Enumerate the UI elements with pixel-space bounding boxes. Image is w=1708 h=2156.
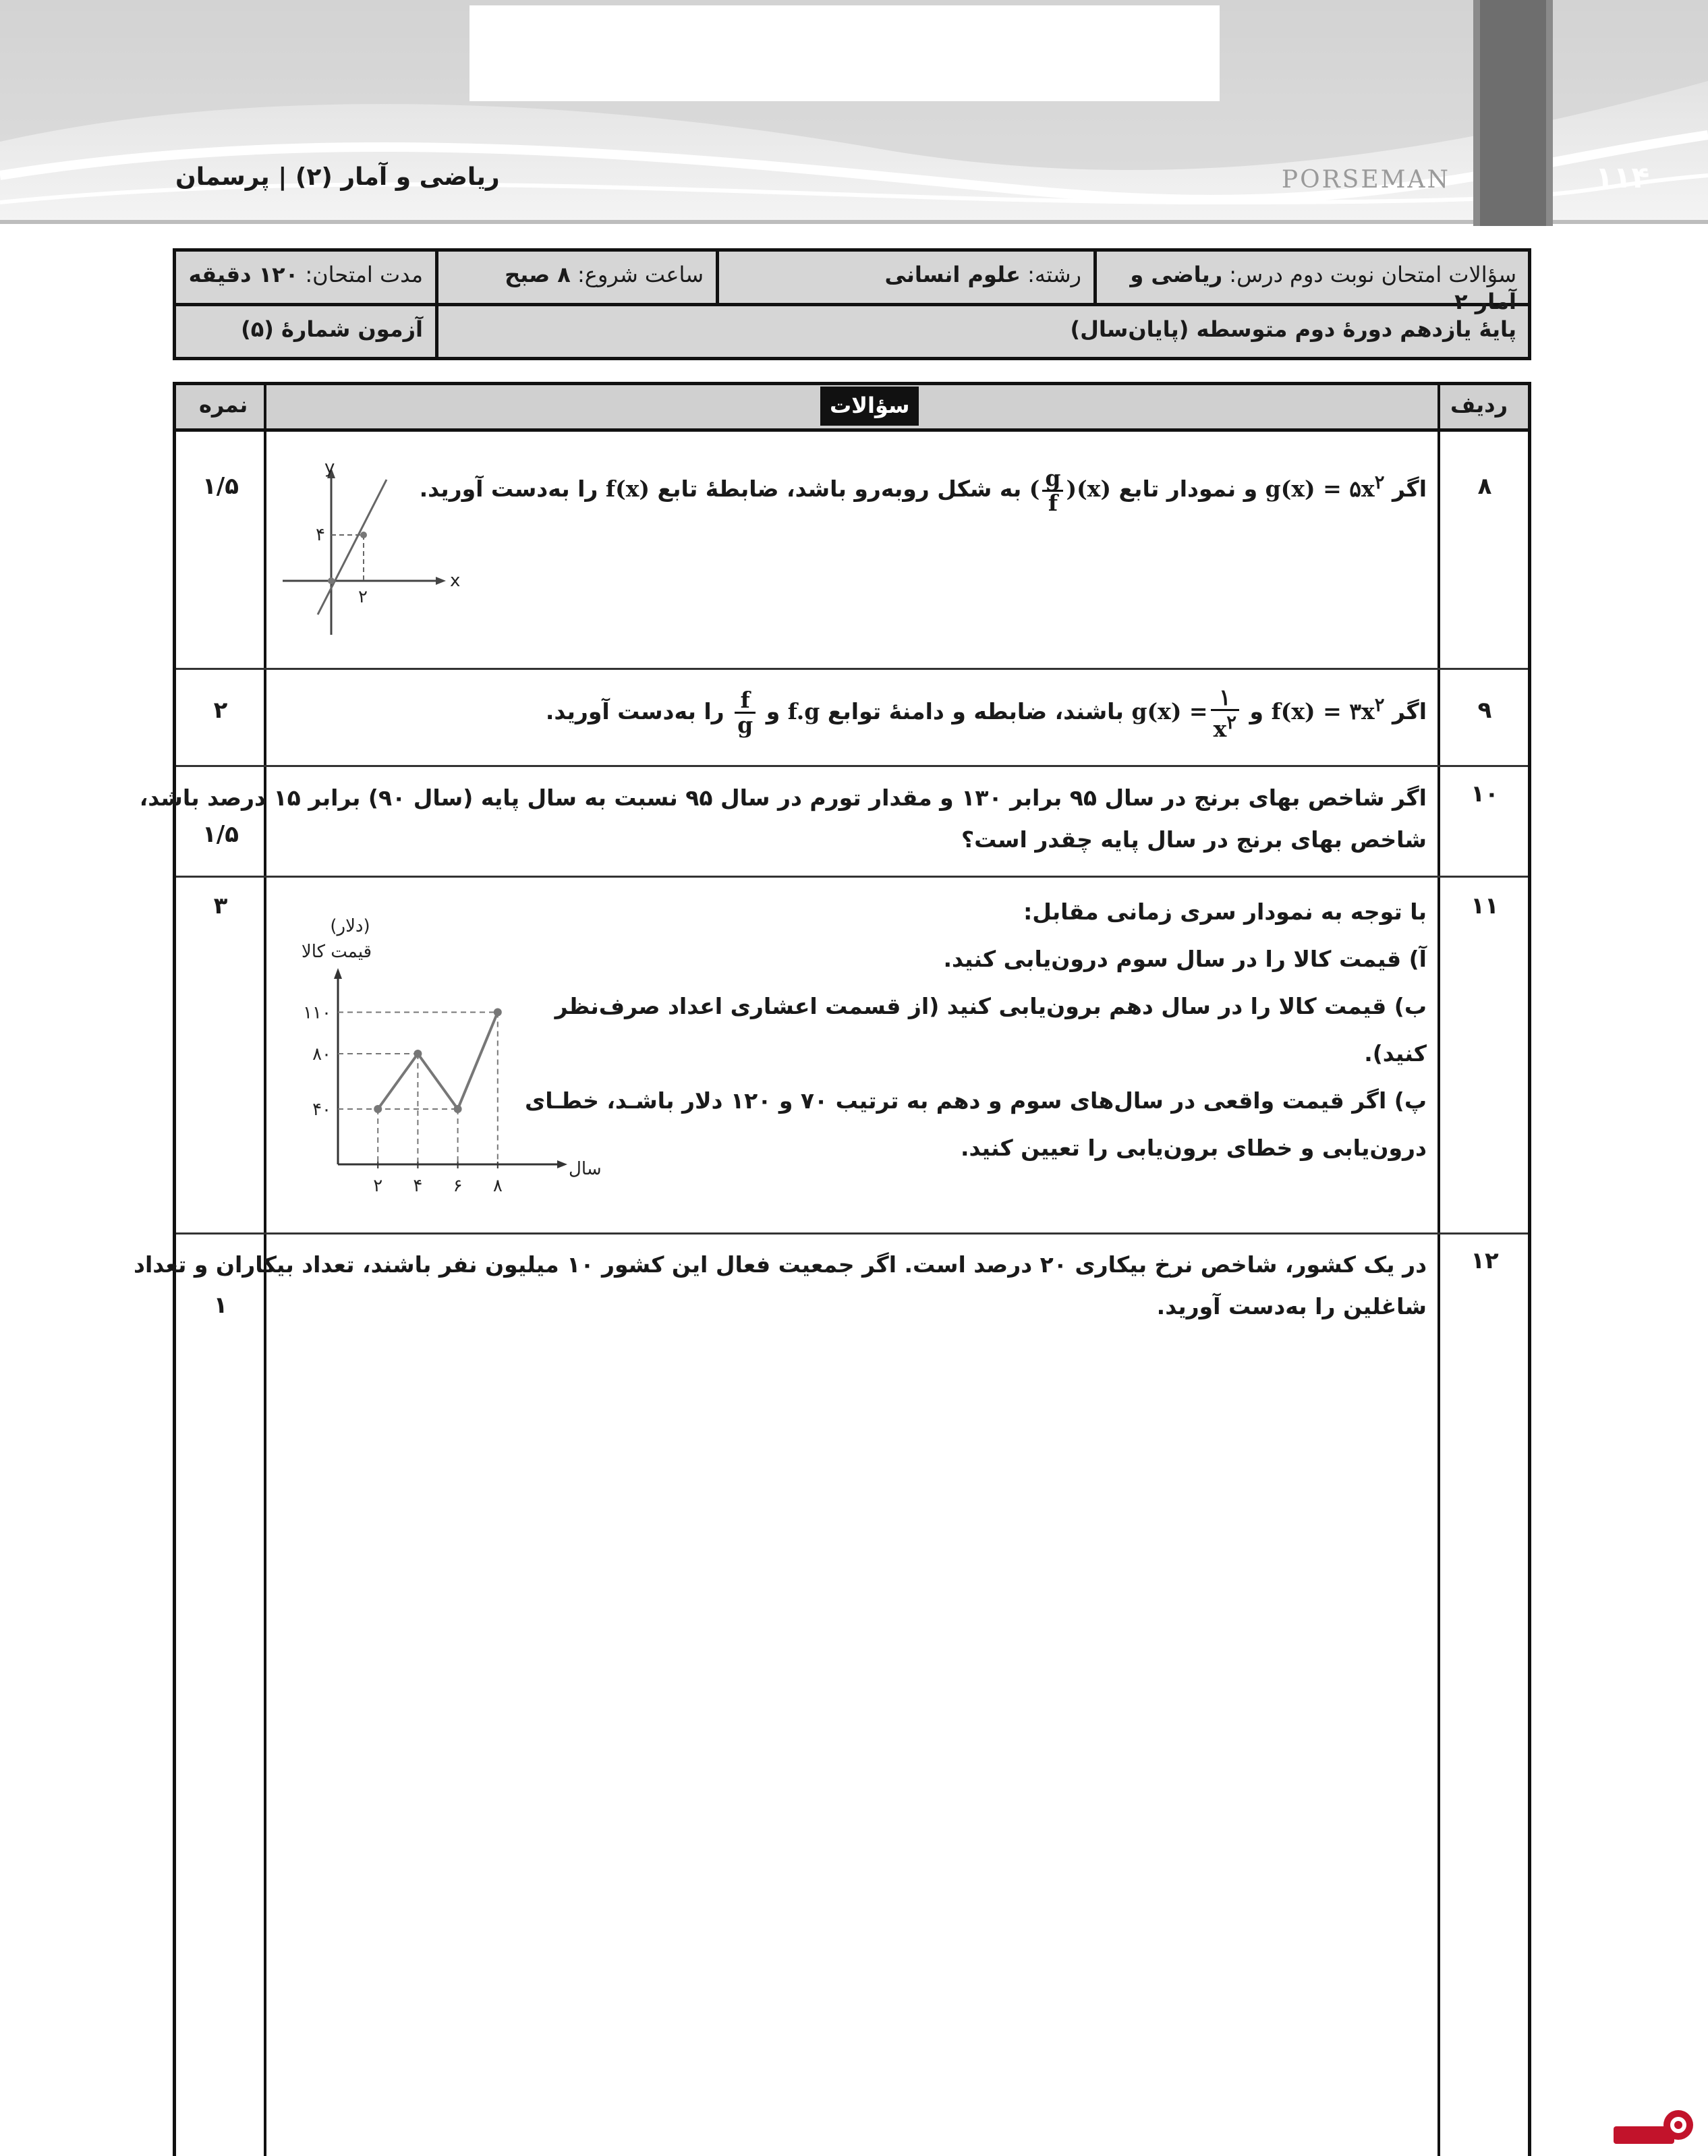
question-line: با توجه به نمودار سری زمانی مقابل: [1023, 899, 1427, 925]
row-divider [176, 765, 1528, 767]
graph-point [360, 532, 367, 538]
q8-text-d: را به‌دست آورید. [419, 476, 598, 502]
question-score: ۱/۵ [202, 821, 239, 848]
duration-cell [176, 252, 435, 303]
y-axis-label: y [324, 457, 335, 478]
x-axis-arrow-icon [436, 577, 446, 585]
question-number: ۱۱ [1471, 892, 1499, 919]
chart-y-tick-label: ۸۰ [312, 1044, 331, 1065]
question-line: پ) اگر قیمت واقعی در سال‌های سوم و دهم به ترتیب ۷۰ و ۱۲۰ دلار باشـد، خطـای [525, 1087, 1427, 1114]
q8-fraction [1042, 464, 1063, 516]
chart-x-tick-label: ۲ [373, 1176, 383, 1196]
field-value: علوم انسانی [884, 262, 1021, 287]
brand-name: PORSEMAN [1281, 166, 1450, 194]
question-line: کنید). [1364, 1040, 1427, 1067]
q8-text-c: به شکل روبه‌رو باشد، ضابطهٔ تابع [657, 476, 1022, 502]
start-time-cell [438, 252, 716, 303]
chart-x-label: سال [569, 1159, 602, 1179]
column-divider-row [1437, 385, 1440, 2156]
question-text [140, 775, 1427, 863]
q8-math-g-body: g(x) = ۵x [1265, 476, 1375, 502]
row-divider [176, 876, 1528, 878]
q9-text-and: و [1249, 698, 1264, 725]
q9-math-fg: f.g [787, 698, 820, 725]
duration-label: مدت امتحان: [305, 262, 423, 287]
question-number: ۹ [1477, 697, 1492, 724]
q9-fraction-1-exponent: ۲ [1226, 711, 1237, 733]
graph-origin-point [328, 577, 335, 584]
question-line: شاخص بهای برنج در سال پایه چقدر است؟ [961, 826, 1427, 853]
q8-math-gf: ( $\frac{g}{f}$ )(x) [1029, 464, 1112, 516]
question-number: ۸ [1477, 473, 1492, 500]
start-value: ۸ صبح [505, 262, 571, 287]
q9-fraction-1-den [1211, 711, 1239, 741]
question-line: شاغلین را به‌دست آورید. [1156, 1293, 1427, 1320]
duration-value: ۱۲۰ دقیقه [188, 262, 299, 287]
site-logo [1614, 2098, 1695, 2152]
q9-fraction-1-num: ۱ [1211, 686, 1239, 711]
graph-line [318, 480, 387, 615]
y-tick-label: ۴ [316, 525, 325, 545]
chart-data-point [494, 1009, 502, 1017]
question-number: ۱۲ [1471, 1247, 1499, 1274]
q8-math-g [1265, 472, 1385, 502]
chart-y-unit: (دلار) [330, 916, 370, 936]
chart-y-tick-label: ۱۱۰ [303, 1002, 331, 1023]
exam-number-cell [176, 306, 435, 358]
q8-exponent: ۲ [1374, 472, 1385, 493]
q9-exponent: ۲ [1374, 694, 1385, 716]
question-line: آ) قیمت کالا را در سال سوم درون‌یابی کنید. [943, 946, 1427, 972]
book-title: ریاضی و آمار (۲) | پرسمان [175, 163, 500, 191]
question-text [525, 888, 1427, 1172]
question-score: ۱/۵ [202, 473, 239, 500]
header-score: نمره [199, 392, 248, 418]
q9-text-c: را به‌دست آورید. [545, 698, 724, 725]
x-axis-label: x [450, 571, 461, 591]
time-series-chart [277, 905, 615, 1222]
question-line: ب) قیمت کالا را در سال دهم برون‌یابی کنید (از قسمت اعشاری اعداد صرف‌نظر [554, 993, 1427, 1019]
q9-math-f [1271, 694, 1385, 725]
chart-data-point [454, 1105, 462, 1113]
course-cell [1097, 252, 1529, 314]
question-score: ۱ [213, 1292, 228, 1319]
course-value: ریاضی و آمار ۲ [1130, 262, 1516, 314]
chart-data-point [414, 1050, 422, 1058]
field-cell [719, 252, 1093, 303]
q9-text-b: باشند، ضابطه و دامنهٔ توابع [827, 698, 1124, 725]
q9-fraction-2-den: g [737, 712, 753, 738]
field-label: رشته: [1027, 262, 1081, 287]
questions-table [134, 382, 1531, 2156]
question-number: ۱۰ [1471, 781, 1499, 807]
exam-info-table [173, 248, 1531, 360]
question-line: در یک کشور، شاخص نرخ بیکاری ۲۰ درصد است. اگر جمعیت فعال این کشور ۱۰ میلیون نفر باشند، تعداد بیکاران و تعداد [134, 1251, 1427, 1278]
q8-function-graph [277, 453, 480, 648]
q8-text-a: اگر [1392, 476, 1427, 502]
q9-fraction-1-den-base: x [1213, 715, 1227, 742]
chart-y-label: قیمت کالا [301, 942, 372, 962]
q8-fraction-den: f [1048, 489, 1058, 516]
q8-fraction-num: g [1042, 467, 1063, 492]
course-label: سؤالات امتحان نوبت دوم درس: [1229, 262, 1516, 287]
page-number: ۱۱۴ [1595, 161, 1650, 195]
chart-x-tick-label: ۸ [492, 1176, 503, 1196]
y-axis-arrow-icon [334, 968, 342, 979]
header-divider [176, 428, 1528, 432]
question-score: ۳ [213, 892, 228, 919]
chart-data-point [374, 1105, 382, 1113]
q9-fraction-1 [1211, 683, 1239, 742]
grade-cell [438, 306, 1529, 358]
table-header [176, 385, 1528, 428]
q8-math-f: f(x) [605, 476, 650, 502]
question-score: ۲ [213, 697, 228, 724]
exam-number: آزمون شمارهٔ (۵) [241, 316, 423, 342]
chart-x-tick-label: ۴ [413, 1176, 423, 1196]
header-questions: سؤالات [820, 387, 919, 426]
grade-text: پایهٔ یازدهم دورهٔ دوم متوسطه (پایان‌سال) [1070, 316, 1516, 342]
question-line: اگر شاخص بهای برنج در سال ۹۵ برابر ۱۳۰ و مقدار تورم در سال ۹۵ نسبت به سال پایه (سال ۹۰) برابر ۱۵ درصد باشد، [139, 785, 1427, 811]
x-axis-arrow-icon [557, 1160, 567, 1168]
q9-fraction-2-num: f [735, 689, 756, 714]
q9-text-a: اگر [1392, 698, 1427, 725]
q8-text-b: و نمودار تابع [1118, 476, 1258, 502]
chart-x-tick-label: ۶ [453, 1176, 463, 1196]
chart-y-tick-label: ۴۰ [312, 1100, 331, 1120]
q9-math-g-body: g(x) = [1131, 698, 1208, 725]
row-divider [176, 668, 1528, 670]
question-text [134, 1242, 1427, 1330]
x-tick-label: ۲ [358, 587, 368, 607]
header-row-number: ردیف [1450, 392, 1508, 418]
q8-math-x: (x) [1077, 476, 1112, 502]
row-divider [176, 1232, 1528, 1235]
question-text [420, 459, 1427, 515]
chart-series-line [378, 1013, 498, 1110]
question-line: درون‌یابی و خطای برون‌یابی را تعیین کنید. [960, 1135, 1427, 1161]
q9-math-g [1131, 683, 1242, 742]
question-text [546, 682, 1427, 741]
header-blank-box [469, 5, 1220, 101]
q9-fraction-2 [735, 689, 756, 737]
start-label: ساعت شروع: [577, 262, 704, 287]
q9-math-f-body: f(x) = ۳x [1271, 698, 1375, 725]
q9-text-and-2: و [766, 698, 780, 725]
